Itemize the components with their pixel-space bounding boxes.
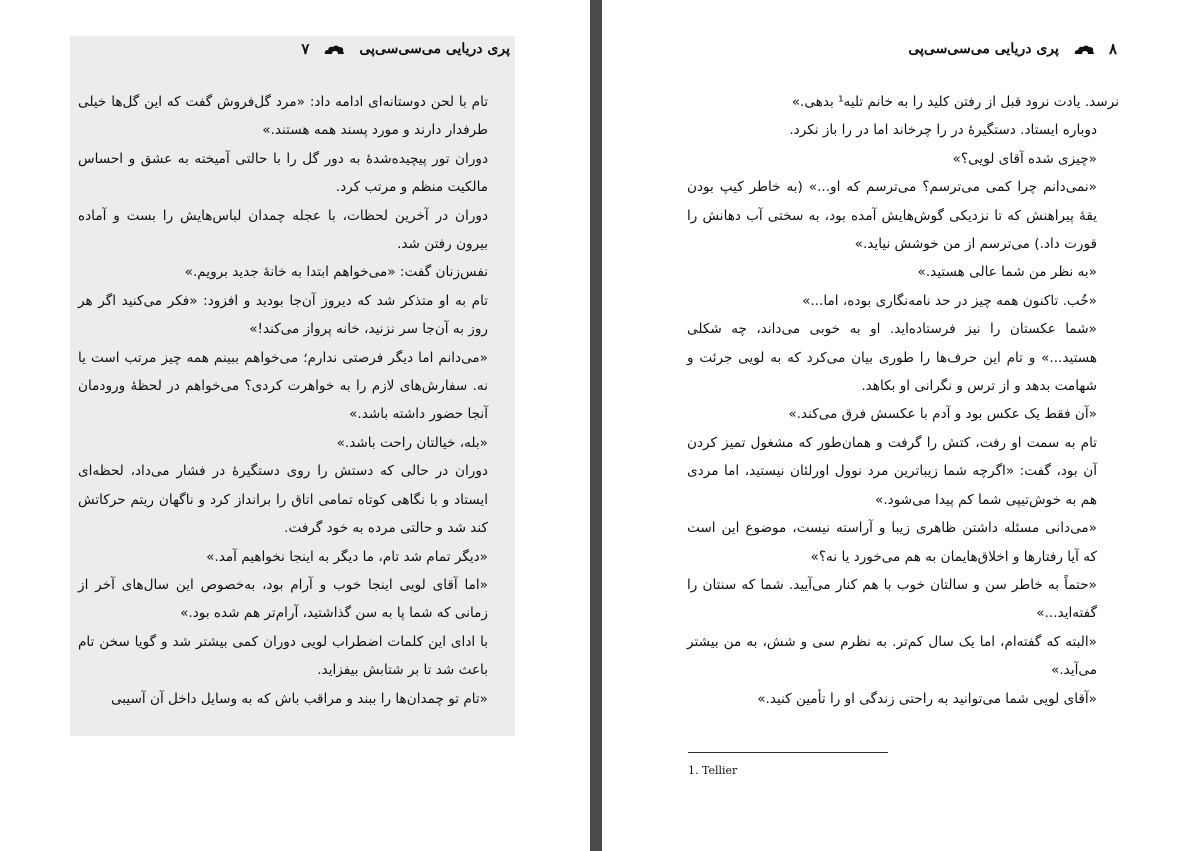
left-page	[0, 0, 590, 851]
paragraph: «خُب. تاکنون همه چیز در حد نامه‌نگاری بوده، اما...»	[802, 292, 1097, 309]
book-gutter	[590, 0, 602, 851]
paragraph: «آن فقط یک عکس بود و آدم با عکسش فرق می‌کند.»	[788, 406, 1097, 423]
right-page	[602, 0, 1187, 851]
paragraph: «اما آقای لویی اینجا خوب و آرام بود، به‌خصوص این سال‌های آخر از زمانی که شما پا به سن گذاشتید، آرام‌تر هم شده بود.»	[78, 576, 488, 622]
paragraph: دوران در آخرین لحظات، با عجله چمدان لباس‌هایش را بست و آماده بیرون رفتن شد.	[78, 207, 488, 253]
paragraph: «به نظر من شما عالی هستید.»	[917, 264, 1097, 281]
paragraph: «دیگر تمام شد تام، ما دیگر به اینجا نخواهیم آمد.»	[206, 548, 488, 565]
paragraph: نفس‌زنان گفت: «می‌خواهم ابتدا به خانهٔ جدید برویم.»	[184, 264, 488, 281]
paragraph: تام با لحن دوستانه‌ای ادامه داد: «مرد گل‌فروش گفت که این گل‌ها خیلی طرفدار دارند و مورد پسند همه هستند.»	[78, 94, 488, 139]
paragraph: دوران تور پیچیده‌شدهٔ به دور گل را با حالتی آمیخته به عشق و احساس مالکیت منظم و مرتب کرد.	[78, 150, 488, 196]
right-running-head	[908, 40, 1117, 58]
paragraph: «چیزی شده آقای لویی؟»	[952, 150, 1097, 167]
paragraph: «البته که گفته‌ام، اما یک سال کم‌تر. به نظرم سی و شش، به من بیشتر می‌آید.»	[687, 633, 1097, 679]
paragraph: دوران در حالی که دستش را روی دستگیرهٔ در فشار می‌داد، لحظه‌ای ایستاد و با نگاهی کوتاه تمامی اتاق را برانداز کرد و ناگهان ریتم حرکاتش کند شد و حالتی مرده به خود گرفت.	[78, 463, 488, 537]
footnote-divider	[688, 752, 888, 753]
paragraph: «آقای لویی شما می‌توانید به راحتی زندگی او را تأمین کنید.»	[757, 690, 1097, 707]
footnote: 1. Tellier	[688, 764, 738, 777]
paragraph: نرسد. یادت نرود قبل از رفتن کلید را به خانم تلیه¹ بدهی.»	[791, 94, 1119, 110]
right-body-text	[687, 88, 1119, 713]
paragraph: «شما عکستان را نیز فرستاده‌اید. او به خوبی می‌داند، چه شکلی هستید...» و تام این حرف‌ها را طوری بیان می‌کرد که به لویی جرئت و شهامت بدهد و از ترس و نگرانی او بکاهد.	[687, 321, 1097, 395]
paragraph: تام به او متذکر شد که دیروز آن‌جا بودید و افزود: «فکر می‌کنید اگر هر روز به آن‌جا سر نزنید، خانه پرواز می‌کند!»	[78, 292, 488, 338]
paragraph: «حتماً به خاطر سن و سالتان خوب با هم کنار می‌آیید. شما که سنتان را گفته‌اید...»	[687, 576, 1097, 622]
paragraph: «می‌دانم اما دیگر فرصتی ندارم؛ می‌خواهم ببینم همه چیز مرتب است یا نه. سفارش‌های لازم را به خواهرت کردی؟ می‌خواهم در لحظهٔ ورودمان آنجا حضور داشته باشد.»	[78, 349, 488, 423]
paragraph: دوباره ایستاد. دستگیرهٔ در را چرخاند اما در را باز نکرد.	[789, 122, 1097, 139]
right-page-number: ۸	[1108, 40, 1117, 58]
cloud-ornament-icon	[1073, 43, 1095, 55]
paragraph: «تام تو چمدان‌ها را ببند و مراقب باش که به وسایل داخل آن آسیبی	[110, 690, 488, 707]
paragraph: با ادای این کلمات اضطراب لویی دوران کمی بیشتر شد و گویا سخن تام باعث شد تا بر شتابش بیفزاید.	[78, 633, 488, 679]
cloud-ornament-icon	[323, 43, 345, 55]
left-page-number: ۷	[301, 40, 310, 58]
left-running-title: پری دریایی می‌سی‌سی‌پی	[359, 41, 510, 57]
paragraph: «نمی‌دانم چرا کمی می‌ترسم؟ می‌ترسم که او...» (به خاطر کیپ بودن یقهٔ پیراهنش که تا نزدیکی گوش‌هایش آمده بود، به سختی آب دهانش را قورت داد.) می‌ترسم از من خوشش نیاید.»	[687, 179, 1097, 253]
right-running-title: پری دریایی می‌سی‌سی‌پی	[908, 41, 1059, 57]
left-body-text	[78, 88, 510, 713]
paragraph: «می‌دانی مسئله داشتن ظاهری زیبا و آراسته نیست، موضوع این است که آیا رفتارها و اخلاق‌هایمان به هم می‌خورد یا نه؟»	[687, 520, 1097, 565]
left-running-head	[301, 40, 510, 58]
paragraph: تام به سمت او رفت، کتش را گرفت و همان‌طور که مشغول تمیز کردن آن بود، گفت: «اگرچه شما زیباترین مرد نوول اورلئان نیستید، اما مردی هم به خوش‌تیپی شما کم پیدا می‌شود.»	[687, 434, 1097, 508]
paragraph: «بله، خیالتان راحت باشد.»	[336, 434, 488, 451]
